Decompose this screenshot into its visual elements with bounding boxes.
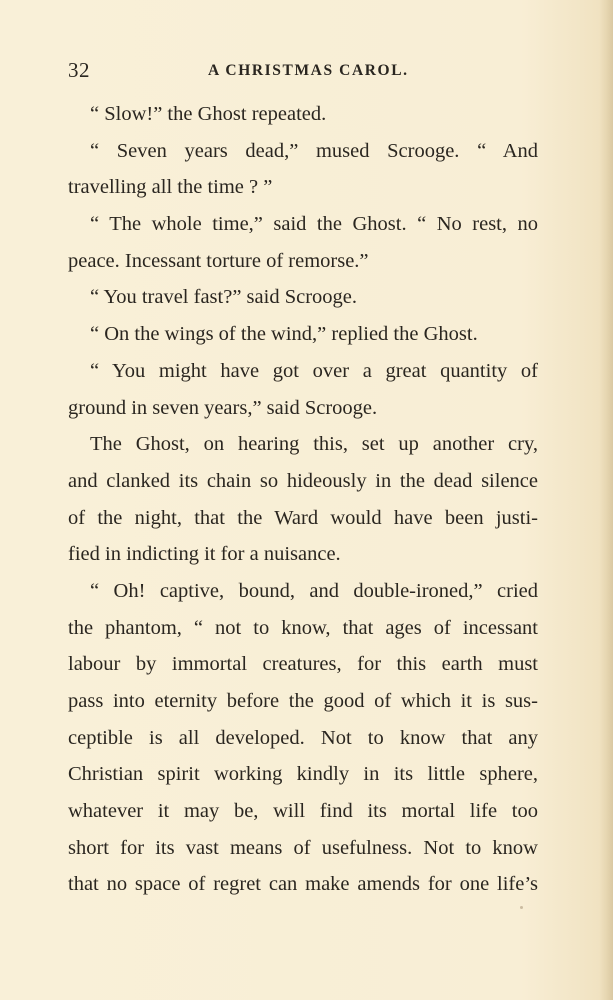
text-line: ground in seven years,” said Scrooge. — [68, 396, 378, 419]
text-line: fied in indicting it for a nuisance. — [68, 543, 341, 566]
text-line: of the night, that the Ward would have been justi- — [68, 506, 538, 529]
text-line: “ You travel fast?” said Scrooge. — [90, 286, 358, 309]
text-line: “ The whole time,” said the Ghost. “ No rest, no — [90, 213, 538, 236]
text-line: ceptible is all developed. Not to know that any — [68, 726, 538, 749]
text-line: travelling all the time ? ” — [68, 176, 273, 199]
paper-speck — [520, 906, 523, 909]
page-header — [68, 58, 540, 90]
text-line: short for its vast means of usefulness. Not to know — [68, 836, 538, 859]
text-line: and clanked its chain so hideously in the dead silence — [68, 469, 538, 492]
text-line: “ Seven years dead,” mused Scrooge. “ And — [90, 139, 538, 162]
text-line: “ Oh! captive, bound, and double-ironed,” cried — [90, 579, 538, 602]
text-line: “ Slow!” the Ghost repeated. — [90, 103, 327, 125]
running-title: A CHRISTMAS CAROL. — [208, 62, 409, 79]
text-line: Christian spirit working kindly in its little sphere, — [68, 763, 538, 786]
text-line: pass into eternity before the good of which it is sus- — [68, 690, 538, 712]
page-edge-shadow — [599, 0, 613, 1000]
text-line: The Ghost, on hearing this, set up another cry, — [90, 433, 538, 456]
text-line: labour by immortal creatures, for this earth must — [68, 653, 538, 676]
text-line: the phantom, “ not to know, that ages of incessant — [68, 616, 538, 639]
page-number: 32 — [68, 58, 90, 82]
text-line: whatever it may be, will find its mortal life too — [68, 800, 538, 823]
text-line: “ You might have got over a great quantity of — [90, 359, 538, 382]
text-line: peace. Incessant torture of remorse.” — [68, 249, 369, 272]
text-line: that no space of regret can make amends for one life’s — [68, 873, 538, 896]
body-text — [68, 96, 538, 903]
text-line: “ On the wings of the wind,” replied the Ghost. — [90, 323, 478, 346]
